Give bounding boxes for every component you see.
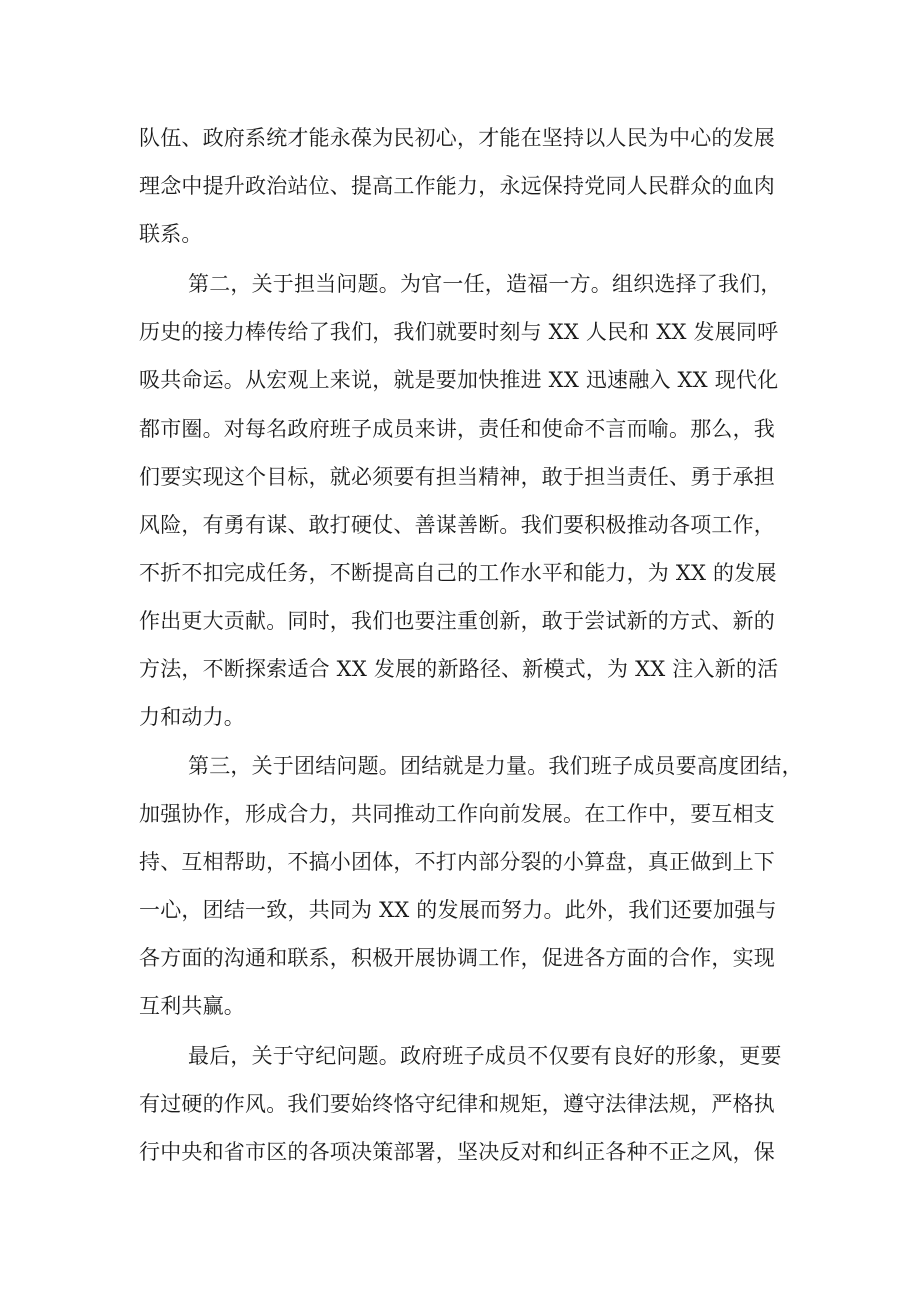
- text-line: 历史的接力棒传给了我们，我们就要时刻与 XX 人民和 XX 发展同呼: [139, 320, 779, 344]
- text-line: 方法，不断探索适合 XX 发展的新路径、新模式，为 XX 注入新的活: [139, 657, 779, 681]
- text-line: 持、互相帮助，不搞小团体，不打内部分裂的小算盘，真正做到上下: [139, 850, 775, 874]
- text-line: 队伍、政府系统才能永葆为民初心，才能在坚持以人民为中心的发展: [139, 126, 775, 150]
- paragraph-start-line: 第三，关于团结问题。团结就是力量。我们班子成员要高度团结，: [188, 754, 803, 778]
- text-line: 力和动力。: [139, 705, 245, 729]
- text-line: 不折不扣完成任务，不断提高自己的工作水平和能力，为 XX 的发展: [139, 561, 777, 585]
- text-line: 们要实现这个目标，就必须要有担当精神，敢于担当责任、勇于承担: [139, 465, 775, 489]
- text-line: 联系。: [139, 222, 203, 246]
- text-line: 行中央和省市区的各项决策部署，坚决反对和纠正各种不正之风，保: [139, 1140, 775, 1164]
- text-line: 作出更大贡献。同时，我们也要注重创新，敢于尝试新的方式、新的: [139, 609, 775, 633]
- text-line: 有过硬的作风。我们要始终恪守纪律和规矩，遵守法律法规，严格执: [139, 1092, 775, 1116]
- text-line: 风险，有勇有谋、敢打硬仗、善谋善断。我们要积极推动各项工作，: [139, 513, 775, 537]
- text-line: 都市圈。对每名政府班子成员来讲，责任和使命不言而喻。那么，我: [139, 417, 775, 441]
- text-line: 理念中提升政治站位、提高工作能力，永远保持党同人民群众的血肉: [139, 174, 775, 198]
- text-line: 各方面的沟通和联系，积极开展协调工作，促进各方面的合作，实现: [139, 946, 775, 970]
- text-line: 吸共命运。从宏观上来说，就是要加快推进 XX 迅速融入 XX 现代化: [139, 368, 779, 392]
- text-line: 加强协作，形成合力，共同推动工作向前发展。在工作中，要互相支: [139, 802, 775, 826]
- text-line: 互利共赢。: [139, 994, 245, 1018]
- paragraph-start-line: 最后，关于守纪问题。政府班子成员不仅要有良好的形象，更要: [188, 1044, 782, 1068]
- paragraph-start-line: 第二，关于担当问题。为官一任，造福一方。组织选择了我们，: [188, 272, 782, 296]
- text-line: 一心，团结一致，共同为 XX 的发展而努力。此外，我们还要加强与: [139, 898, 777, 922]
